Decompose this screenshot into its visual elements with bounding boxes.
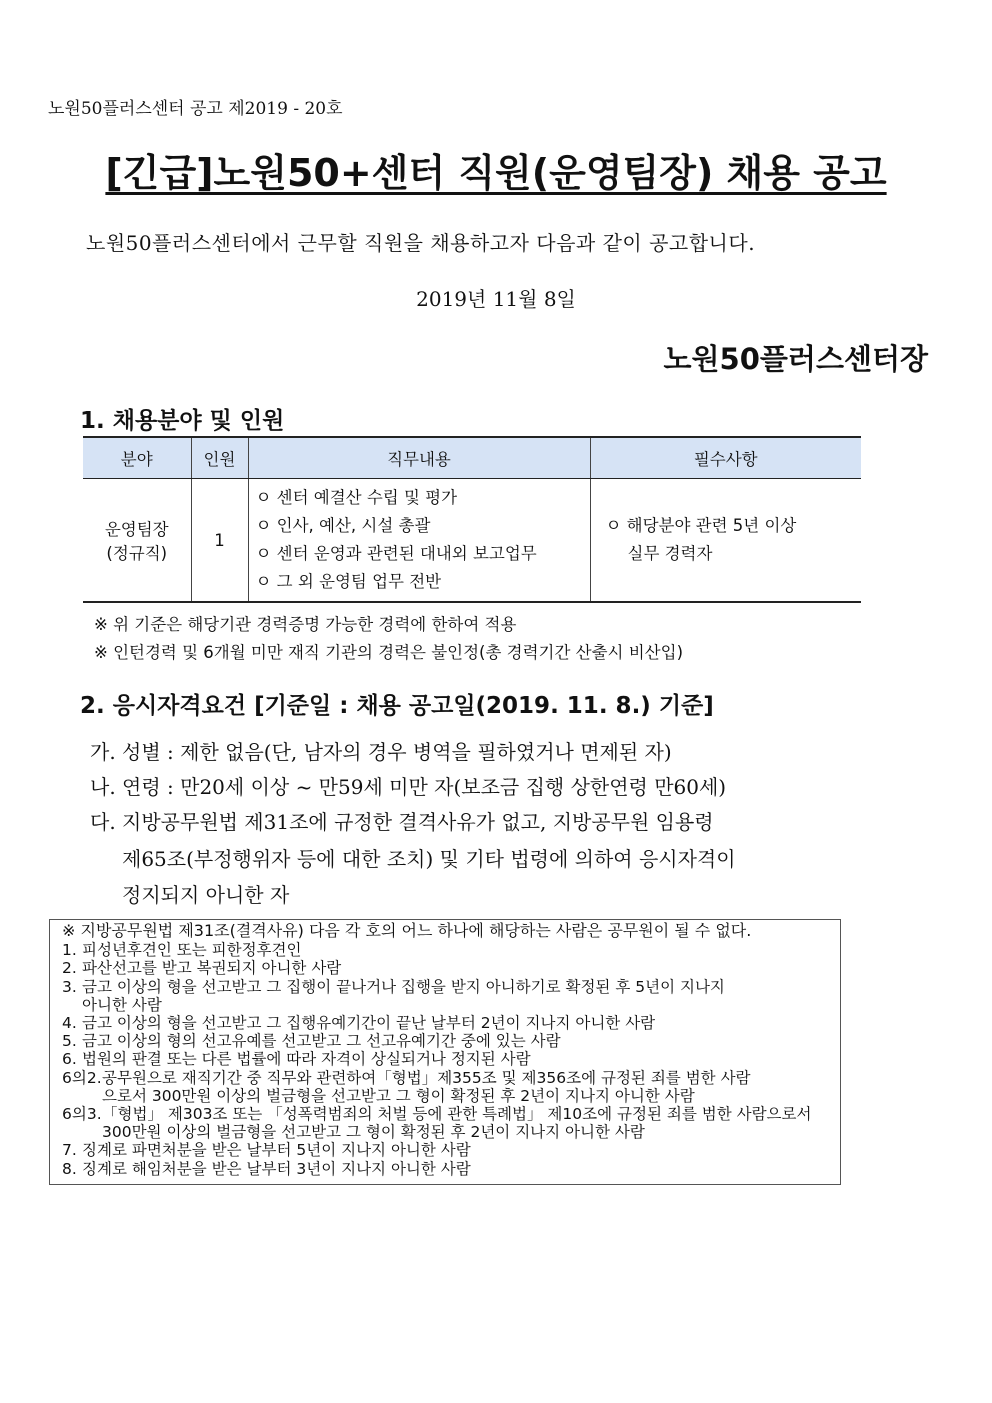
col-header-duties: 직무내용 (248, 437, 590, 479)
list-item (62, 1160, 834, 1178)
item-number: 7. (62, 1141, 77, 1160)
col-header-requirements: 필수사항 (590, 437, 861, 479)
item-number: 3. (62, 977, 77, 996)
item-text: 피성년후견인 또는 피한정후견인 (82, 941, 302, 960)
item-number: 6의2. (62, 1068, 102, 1087)
item-text: 금고 이상의 형의 선고유예를 선고받고 그 선고유예기간 중에 있는 사람 (82, 1032, 561, 1051)
item-number: 8. (62, 1159, 77, 1178)
item-number: 5. (62, 1032, 77, 1051)
item-number (62, 996, 82, 1014)
duty-item: ㅇ 인사, 예산, 시설 총괄 (255, 516, 431, 535)
qualification-item: 가. 성별 : 제한 없음(단, 남자의 경우 병역을 필하였거나 면제된 자) (90, 740, 672, 764)
item-number (62, 1123, 102, 1141)
recruitment-table (83, 436, 861, 603)
disqualification-box (49, 919, 841, 1185)
qualification-item-cont: 정지되지 아니한 자 (122, 883, 290, 907)
list-item (62, 1069, 834, 1087)
list-item (62, 959, 834, 977)
item-number: 6의3. (62, 1105, 102, 1124)
duty-item: ㅇ 센터 예결산 수립 및 평가 (255, 488, 458, 507)
page-title (0, 142, 992, 197)
list-item (62, 978, 834, 996)
requirements-cell (590, 479, 861, 603)
issuer: 노원50플러스센터장 (663, 342, 928, 376)
item-text: 300만원 이상의 벌금형을 선고받고 그 형이 확정된 후 2년이 지나지 아니한 사람 (102, 1123, 645, 1142)
item-text: 파산선고를 받고 복권되지 아니한 사람 (82, 959, 342, 978)
item-text: 금고 이상의 형을 선고받고 그 집행이 끝나거나 집행을 받지 아니하기로 확정된 후 5년이 지나지 (82, 977, 725, 996)
item-number: 6. (62, 1050, 77, 1069)
list-item (62, 1032, 834, 1050)
notice-date: 2019년 11월 8일 (416, 287, 576, 311)
list-item (62, 1014, 834, 1032)
field-name: 운영팀장 (104, 520, 169, 539)
list-item (62, 1087, 834, 1105)
item-text: 공무원으로 재직기간 중 직무와 관련하여「형법」제355조 및 제356조에 규정된 죄를 범한 사람 (102, 1068, 751, 1087)
table-header-row (83, 437, 861, 479)
item-text: 법원의 판결 또는 다른 법률에 따라 자격이 상실되거나 정지된 사람 (82, 1050, 531, 1069)
col-header-field: 분야 (83, 437, 191, 479)
duty-item: ㅇ 그 외 운영팀 업무 전반 (255, 572, 442, 591)
duty-item: ㅇ 센터 운영과 관련된 대내외 보고업무 (255, 544, 537, 563)
count-cell: 1 (191, 479, 248, 603)
qualification-item-cont: 제65조(부정행위자 등에 대한 조치) 및 기타 법령에 의하여 응시자격이 (122, 847, 736, 871)
notice-number: 노원50플러스센터 공고 제2019 - 20호 (48, 99, 343, 119)
list-item (62, 996, 834, 1014)
item-number (62, 1087, 102, 1105)
list-item (62, 941, 834, 959)
table-note: ※ 위 기준은 해당기관 경력증명 가능한 경력에 한하여 적용 (94, 615, 517, 634)
item-text: 으로서 300만원 이상의 벌금형을 선고받고 그 형이 확정된 후 2년이 지나지 아니한 사람 (102, 1086, 695, 1105)
table-note: ※ 인턴경력 및 6개월 미만 재직 기관의 경력은 불인정(총 경력기간 산출시 비산입) (94, 643, 683, 662)
qualification-item: 다. 지방공무원법 제31조에 규정한 결격사유가 없고, 지방공무원 임용령 (90, 810, 714, 834)
item-text: 「형법」 제303조 또는 「성폭력범죄의 처벌 등에 관한 특례법」 제10조에 규정된 죄를 범한 사람으로서 (102, 1105, 812, 1124)
item-number: 4. (62, 1014, 77, 1033)
col-header-count: 인원 (191, 437, 248, 479)
list-item (62, 1050, 834, 1068)
list-item (62, 1123, 834, 1141)
list-item (62, 1141, 834, 1159)
section2-heading: 2. 응시자격요건 [기준일 : 채용 공고일(2019. 11. 8.) 기준] (80, 693, 714, 719)
item-text: 금고 이상의 형을 선고받고 그 집행유예기간이 끝난 날부터 2년이 지나지 아니한 사람 (82, 1014, 656, 1033)
section1-heading: 1. 채용분야 및 인원 (80, 408, 285, 434)
requirement-line: 실무 경력자 (627, 544, 713, 563)
item-number: 1. (62, 941, 77, 960)
item-text: 징계로 해임처분을 받은 날부터 3년이 지나지 아니한 사람 (82, 1159, 471, 1178)
requirement-line: ㅇ 해당분야 관련 5년 이상 (605, 516, 797, 535)
disqualification-title: ※ 지방공무원법 제31조(결격사유) 다음 각 호의 어느 하나에 해당하는 사람은 공무원이 될 수 없다. (62, 921, 752, 940)
duties-cell (248, 479, 590, 603)
qualification-item: 나. 연령 : 만20세 이상 ~ 만59세 미만 자(보조금 집행 상한연령 만60세) (90, 775, 727, 799)
intro-text: 노원50플러스센터에서 근무할 직원을 채용하고자 다음과 같이 공고합니다. (86, 231, 756, 255)
page-title-text: [긴급]노원50+센터 직원(운영팀장) 채용 공고 (105, 151, 887, 195)
list-item (62, 1105, 834, 1123)
table-row (83, 479, 861, 603)
item-text: 아니한 사람 (82, 995, 162, 1014)
field-type: (정규직) (106, 544, 168, 563)
item-text: 징계로 파면처분을 받은 날부터 5년이 지나지 아니한 사람 (82, 1141, 471, 1160)
item-number: 2. (62, 959, 77, 978)
field-cell (83, 479, 191, 603)
